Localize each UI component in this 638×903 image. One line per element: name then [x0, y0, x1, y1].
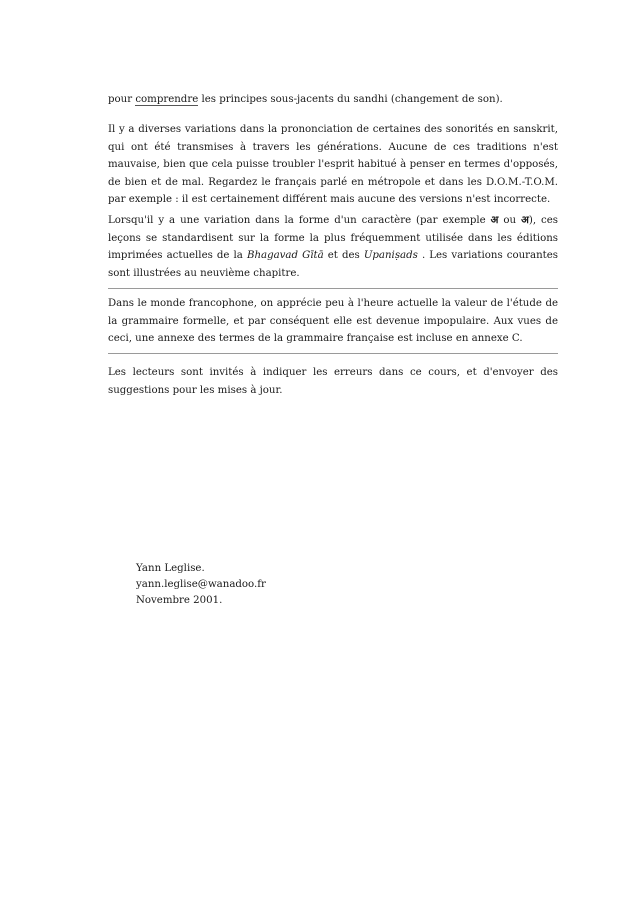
divider-top	[108, 288, 558, 289]
p3-text-a: Lorsqu'il y a une variation dans la forme d'un caractère (par exemple	[108, 215, 491, 226]
devanagari-glyph-2: अ	[521, 215, 529, 226]
paragraph-character-variation	[108, 212, 558, 282]
p3-text-b: ), ces leçons se standardisent sur la forme la plus fréquemment utilisée dans les éditions imprimées actuelles de la	[108, 215, 559, 261]
p3-or: ou	[498, 215, 522, 226]
author-name: Yann Leglise.	[136, 563, 205, 574]
p3-text-d: . Les variations courantes sont illustrées au neuvième chapitre.	[108, 250, 559, 279]
book-title-gita: Bhagavad Gītā	[246, 250, 324, 261]
signature-date: Novembre 2001.	[136, 595, 223, 606]
p1-text-a: pour	[108, 94, 136, 105]
paragraph-pronunciation: Il y a diverses variations dans la prononciation de certaines des sonorités en sanskrit, qui ont été transmises à travers les générations. Aucune de ces traditions n'est mauvaise, bien que cela puisse troubler l'esprit habitué à penser en termes d'opposés, de bien et de mal. Regardez le français parlé en métropole et dans les D.O.M.-T.O.M. par exemple : il est certainement différent mais aucune des versions n'est incorrecte.	[108, 124, 558, 205]
divider-bottom	[108, 353, 558, 354]
paragraph-sandhi	[108, 91, 558, 109]
book-title-upanisads: Upaniṣads	[363, 250, 418, 261]
paragraph-readers: Les lecteurs sont invités à indiquer les erreurs dans ce cours, et d'envoyer des suggestions pour les mises à jour.	[108, 367, 558, 396]
p3-text-c: et des	[323, 250, 364, 261]
signature-block	[136, 561, 436, 609]
p1-text-b: les principes sous-jacents du sandhi (changement de son).	[198, 94, 503, 105]
paragraph-grammar-note: Dans le monde francophone, on apprécie peu à l'heure actuelle la valeur de l'étude de la grammaire formelle, et par conséquent elle est devenue impopulaire. Aux vues de ceci, une annexe des termes de la grammaire française est incluse en annexe C.	[108, 298, 558, 344]
author-email: yann.leglise@wanadoo.fr	[136, 579, 266, 590]
devanagari-glyph-1: अ	[490, 215, 499, 226]
underlined-word: comprendre	[135, 94, 199, 105]
